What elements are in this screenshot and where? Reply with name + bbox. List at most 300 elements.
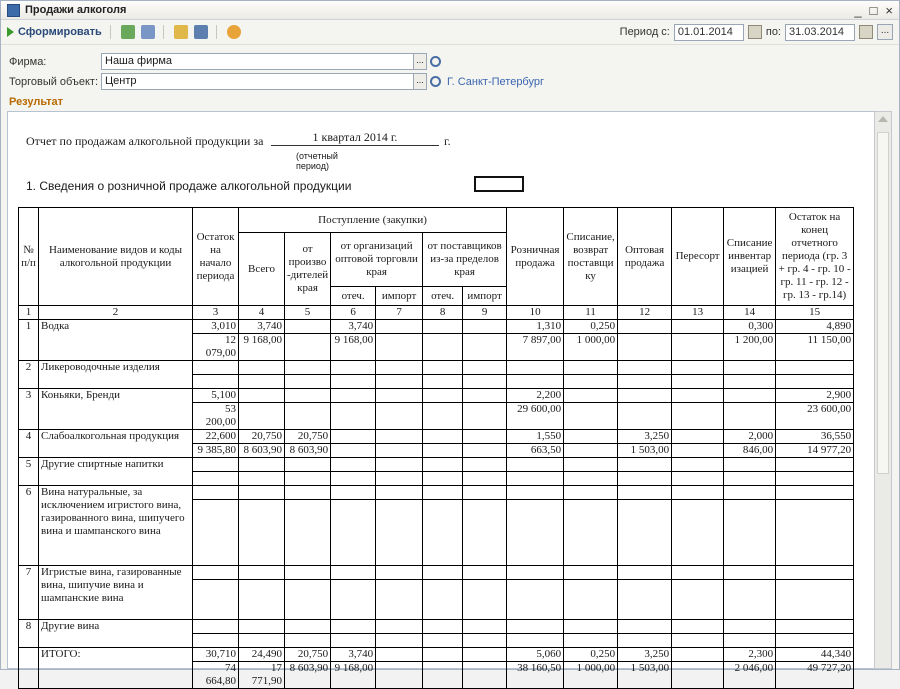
header-wholesale: от организаций оптовой торговли края — [331, 233, 423, 287]
quantity-cell — [423, 320, 463, 334]
header-imp: импорт — [376, 287, 423, 306]
quantity-cell — [776, 486, 854, 500]
product-name: Другие спиртные напитки — [39, 458, 193, 486]
amount-cell — [463, 472, 507, 486]
period-group — [620, 24, 893, 41]
amount-cell — [724, 634, 776, 648]
row-number: 5 — [19, 458, 39, 486]
amount-cell: 1 000,00 — [564, 662, 618, 689]
amount-cell — [423, 634, 463, 648]
row-number: 8 — [19, 620, 39, 648]
quantity-cell — [618, 620, 672, 634]
quantity-cell — [376, 620, 423, 634]
quantity-cell — [331, 486, 376, 500]
column-number: 14 — [724, 306, 776, 320]
quantity-cell: 22,600 — [193, 430, 239, 444]
amount-cell — [507, 375, 564, 389]
quantity-cell: 2,000 — [724, 430, 776, 444]
amount-cell: 23 600,00 — [776, 403, 854, 430]
period-from-label: Период с: — [619, 26, 670, 38]
quantity-cell — [507, 361, 564, 375]
product-name: Коньяки, Бренди — [39, 389, 193, 430]
column-number: 12 — [618, 306, 672, 320]
report-heading-text: Отчет по продажам алкогольной продукции за — [26, 134, 264, 148]
quantity-cell — [507, 566, 564, 580]
amount-cell — [507, 500, 564, 566]
quantity-cell — [724, 566, 776, 580]
amount-cell — [423, 500, 463, 566]
amount-cell — [376, 662, 423, 689]
toolbar-separator — [216, 25, 217, 39]
amount-cell — [618, 472, 672, 486]
header-dom: отеч. — [331, 287, 376, 306]
amount-cell — [672, 662, 724, 689]
column-number-row — [19, 306, 854, 320]
quantity-cell: 4,890 — [776, 320, 854, 334]
row-number: 6 — [19, 486, 39, 566]
quantity-cell — [672, 430, 724, 444]
object-pick-button[interactable]: ... — [413, 73, 427, 90]
amount-cell — [672, 580, 724, 620]
quantity-cell: 2,300 — [724, 648, 776, 662]
report-period-caption: (отчетный период) — [296, 151, 338, 171]
amount-cell — [463, 375, 507, 389]
header-total: Всего — [239, 233, 285, 306]
amount-cell: 8 603,90 — [285, 444, 331, 458]
amount-cell — [564, 500, 618, 566]
row-number: 4 — [19, 430, 39, 458]
quantity-cell — [672, 648, 724, 662]
play-icon — [7, 27, 14, 37]
row-number: 7 — [19, 566, 39, 620]
quantity-cell — [507, 486, 564, 500]
product-name: Водка — [39, 320, 193, 361]
amount-cell — [618, 334, 672, 361]
quantity-cell — [672, 320, 724, 334]
amount-cell — [423, 375, 463, 389]
column-number: 7 — [376, 306, 423, 320]
amount-cell — [423, 444, 463, 458]
quantity-cell: 24,490 — [239, 648, 285, 662]
amount-cell — [618, 375, 672, 389]
quantity-cell: 5,100 — [193, 389, 239, 403]
amount-cell — [672, 634, 724, 648]
quantity-cell — [239, 458, 285, 472]
quantity-cell — [463, 620, 507, 634]
column-number: 5 — [285, 306, 331, 320]
quantity-cell — [564, 566, 618, 580]
amount-cell: 53 200,00 — [193, 403, 239, 430]
quantity-cell — [672, 361, 724, 375]
amount-cell — [376, 634, 423, 648]
calendar-icon[interactable] — [748, 25, 762, 39]
amount-cell — [564, 375, 618, 389]
amount-cell: 9 168,00 — [331, 334, 376, 361]
quantity-cell — [672, 486, 724, 500]
amount-cell — [239, 634, 285, 648]
table-row — [19, 458, 854, 472]
quantity-cell — [331, 566, 376, 580]
amount-cell — [376, 444, 423, 458]
amount-cell — [672, 403, 724, 430]
quantity-cell — [776, 458, 854, 472]
quantity-cell — [672, 566, 724, 580]
save-icon[interactable] — [194, 25, 208, 39]
quantity-cell: 0,250 — [564, 320, 618, 334]
quantity-cell — [507, 620, 564, 634]
quantity-cell — [376, 361, 423, 375]
amount-cell: 846,00 — [724, 444, 776, 458]
quantity-cell — [423, 361, 463, 375]
amount-cell — [423, 662, 463, 689]
maximize-button[interactable]: □ — [869, 2, 878, 18]
report-period-value: 1 квартал 2014 г. — [271, 130, 439, 146]
quantity-cell: 2,900 — [776, 389, 854, 403]
quantity-cell — [423, 648, 463, 662]
amount-cell: 7 897,00 — [507, 334, 564, 361]
quantity-cell — [463, 430, 507, 444]
firm-input[interactable]: Наша фирма — [101, 53, 414, 70]
quantity-cell — [463, 566, 507, 580]
object-city-link[interactable]: Г. Санкт-Петербург — [447, 75, 544, 88]
quantity-cell — [564, 361, 618, 375]
generate-label: Сформировать — [18, 26, 102, 38]
quantity-cell — [239, 566, 285, 580]
amount-cell — [239, 580, 285, 620]
amount-cell: 12 079,00 — [193, 334, 239, 361]
header-outside: от поставщиков из-за пределов края — [423, 233, 507, 287]
quantity-cell — [285, 389, 331, 403]
quantity-cell — [193, 486, 239, 500]
amount-cell — [463, 500, 507, 566]
amount-cell — [672, 375, 724, 389]
quantity-cell — [564, 430, 618, 444]
header-producers: от произво -дителей края — [285, 233, 331, 306]
scroll-up-icon[interactable] — [878, 116, 888, 122]
amount-cell — [724, 375, 776, 389]
quantity-cell — [423, 389, 463, 403]
quantity-cell — [376, 430, 423, 444]
amount-cell — [376, 375, 423, 389]
amount-cell — [776, 375, 854, 389]
amount-cell — [423, 472, 463, 486]
amount-cell — [239, 500, 285, 566]
quantity-cell: 0,250 — [564, 648, 618, 662]
amount-cell — [724, 500, 776, 566]
amount-cell — [463, 662, 507, 689]
quantity-cell — [618, 320, 672, 334]
amount-cell — [564, 580, 618, 620]
quantity-cell: 3,250 — [618, 648, 672, 662]
result-label: Результат — [9, 96, 64, 108]
quantity-cell — [376, 486, 423, 500]
quantity-cell — [463, 648, 507, 662]
table-row — [19, 620, 854, 634]
amount-cell — [672, 472, 724, 486]
amount-cell — [285, 403, 331, 430]
header-retail: Розничная продажа — [507, 208, 564, 306]
table-row — [19, 361, 854, 375]
amount-cell: 8 603,90 — [239, 444, 285, 458]
period-from-input[interactable]: 01.01.2014 — [674, 24, 744, 41]
quantity-cell — [564, 620, 618, 634]
amount-cell — [724, 403, 776, 430]
quantity-cell — [672, 620, 724, 634]
quantity-cell — [724, 458, 776, 472]
column-number: 4 — [239, 306, 285, 320]
row-number — [19, 648, 39, 689]
amount-cell — [564, 444, 618, 458]
header-resort: Пересорт — [672, 208, 724, 306]
quantity-cell — [618, 486, 672, 500]
generate-button[interactable] — [7, 26, 102, 38]
quantity-cell — [618, 389, 672, 403]
amount-cell — [463, 403, 507, 430]
quantity-cell: 0,300 — [724, 320, 776, 334]
amount-cell: 8 603,90 — [285, 662, 331, 689]
row-number: 2 — [19, 361, 39, 389]
quantity-cell — [331, 458, 376, 472]
quantity-cell — [285, 320, 331, 334]
quantity-cell — [423, 458, 463, 472]
quantity-cell — [331, 620, 376, 634]
product-name: Слабоалкогольная продукция — [39, 430, 193, 458]
quantity-cell: 1,310 — [507, 320, 564, 334]
quantity-cell — [331, 361, 376, 375]
amount-cell — [564, 634, 618, 648]
quantity-cell — [463, 486, 507, 500]
firm-pick-button[interactable]: ... — [413, 53, 427, 70]
quantity-cell — [507, 458, 564, 472]
help-icon[interactable] — [227, 25, 241, 39]
expand-icon[interactable] — [121, 25, 135, 39]
amount-cell — [331, 375, 376, 389]
amount-cell — [331, 472, 376, 486]
app-icon — [7, 4, 20, 17]
firm-row — [9, 53, 441, 70]
amount-cell — [331, 444, 376, 458]
amount-cell — [507, 472, 564, 486]
product-name: Ликероводочные изделия — [39, 361, 193, 389]
table-row — [19, 430, 854, 444]
open-folder-icon[interactable] — [174, 25, 188, 39]
header-num: № п/п — [19, 208, 39, 306]
object-label: Торговый объект: — [9, 75, 99, 88]
report-document — [7, 111, 875, 687]
quantity-cell — [564, 458, 618, 472]
quantity-cell — [376, 648, 423, 662]
amount-cell — [239, 375, 285, 389]
column-number: 9 — [463, 306, 507, 320]
quantity-cell — [193, 458, 239, 472]
amount-cell — [285, 580, 331, 620]
header-receipt: Поступление (закупки) — [239, 208, 507, 233]
quantity-cell — [193, 620, 239, 634]
amount-cell — [507, 580, 564, 620]
search-icon[interactable] — [430, 76, 441, 87]
quantity-cell: 5,060 — [507, 648, 564, 662]
amount-cell: 11 150,00 — [776, 334, 854, 361]
amount-cell — [376, 472, 423, 486]
amount-cell — [423, 580, 463, 620]
amount-cell: 2 046,00 — [724, 662, 776, 689]
vertical-scrollbar[interactable] — [874, 111, 892, 669]
amount-cell — [507, 634, 564, 648]
scroll-thumb[interactable] — [877, 132, 889, 474]
quantity-cell: 20,750 — [285, 430, 331, 444]
quantity-cell — [376, 458, 423, 472]
quantity-cell: 2,200 — [507, 389, 564, 403]
amount-cell — [776, 634, 854, 648]
quantity-cell: 36,550 — [776, 430, 854, 444]
quantity-cell — [285, 566, 331, 580]
section-title: 1. Сведения о розничной продаже алкогольной продукции — [26, 179, 352, 193]
amount-cell — [724, 580, 776, 620]
header-wholesale-sale: Оптовая продажа — [618, 208, 672, 306]
quantity-cell — [193, 566, 239, 580]
quantity-cell — [776, 361, 854, 375]
amount-cell — [331, 403, 376, 430]
column-number: 3 — [193, 306, 239, 320]
amount-cell — [285, 472, 331, 486]
amount-cell: 29 600,00 — [507, 403, 564, 430]
amount-cell — [331, 500, 376, 566]
quantity-cell — [564, 389, 618, 403]
amount-cell — [193, 634, 239, 648]
quantity-cell: 1,550 — [507, 430, 564, 444]
amount-cell — [672, 444, 724, 458]
amount-cell — [672, 334, 724, 361]
product-name: Игристые вина, газированные вина, шипучие вина и шампанские вина — [39, 566, 193, 620]
quantity-cell: 3,740 — [331, 320, 376, 334]
report-heading — [26, 130, 451, 171]
quantity-cell — [423, 566, 463, 580]
amount-cell — [463, 634, 507, 648]
quantity-cell: 3,740 — [331, 648, 376, 662]
object-input[interactable]: Центр — [101, 73, 414, 90]
amount-cell: 1 000,00 — [564, 334, 618, 361]
amount-cell — [463, 444, 507, 458]
quantity-cell — [285, 486, 331, 500]
amount-cell: 1 200,00 — [724, 334, 776, 361]
quantity-cell — [285, 620, 331, 634]
amount-cell — [423, 403, 463, 430]
amount-cell — [376, 500, 423, 566]
quantity-cell — [376, 566, 423, 580]
amount-cell — [239, 472, 285, 486]
table-row — [19, 648, 854, 662]
amount-cell — [463, 580, 507, 620]
amount-cell: 663,50 — [507, 444, 564, 458]
amount-cell — [285, 334, 331, 361]
amount-cell — [376, 403, 423, 430]
column-number: 11 — [564, 306, 618, 320]
quantity-cell — [239, 486, 285, 500]
header-imp: импорт — [463, 287, 507, 306]
quantity-cell — [724, 620, 776, 634]
quantity-cell — [239, 361, 285, 375]
product-name: Другие вина — [39, 620, 193, 648]
quantity-cell — [618, 458, 672, 472]
quantity-cell — [463, 361, 507, 375]
column-number: 10 — [507, 306, 564, 320]
firm-label: Фирма: — [9, 55, 47, 68]
amount-cell — [331, 634, 376, 648]
amount-cell — [724, 472, 776, 486]
quantity-cell: 20,750 — [239, 430, 285, 444]
quantity-cell: 44,340 — [776, 648, 854, 662]
header-writeoff-return: Списание, возврат поставщи ку — [564, 208, 618, 306]
quantity-cell — [423, 620, 463, 634]
amount-cell — [285, 634, 331, 648]
quantity-cell — [193, 361, 239, 375]
title-bar — [1, 1, 899, 20]
toolbar-separator — [110, 25, 111, 39]
period-select-button[interactable]: ... — [877, 24, 893, 40]
calendar-icon[interactable] — [859, 25, 873, 39]
quantity-cell — [331, 430, 376, 444]
amount-cell — [672, 500, 724, 566]
quantity-cell: 20,750 — [285, 648, 331, 662]
amount-cell: 74 664,80 — [193, 662, 239, 689]
amount-cell — [463, 334, 507, 361]
amount-cell — [776, 580, 854, 620]
amount-cell — [776, 500, 854, 566]
header-name: Наименование видов и коды алкогольной продукции — [39, 208, 193, 306]
period-to-input[interactable]: 31.03.2014 — [785, 24, 855, 41]
minimize-button[interactable]: _ — [854, 2, 862, 18]
amount-cell: 17 771,90 — [239, 662, 285, 689]
amount-cell — [193, 580, 239, 620]
amount-cell — [193, 375, 239, 389]
table-row — [19, 486, 854, 500]
window-title: Продажи алкоголя — [25, 4, 127, 16]
amount-cell — [564, 403, 618, 430]
amount-cell: 9 168,00 — [239, 334, 285, 361]
amount-cell: 1 503,00 — [618, 662, 672, 689]
collapse-icon[interactable] — [141, 25, 155, 39]
amount-cell — [618, 580, 672, 620]
quantity-cell — [724, 389, 776, 403]
quantity-cell — [672, 389, 724, 403]
empty-code-box — [474, 176, 524, 192]
quantity-cell: 3,010 — [193, 320, 239, 334]
quantity-cell — [331, 389, 376, 403]
column-number: 13 — [672, 306, 724, 320]
quantity-cell — [285, 458, 331, 472]
amount-cell — [331, 580, 376, 620]
quantity-cell — [672, 458, 724, 472]
quantity-cell — [423, 486, 463, 500]
close-button[interactable]: × — [885, 2, 893, 18]
column-number: 8 — [423, 306, 463, 320]
report-year-suffix: г. — [444, 134, 451, 148]
table-row — [19, 320, 854, 334]
amount-cell — [285, 500, 331, 566]
quantity-cell — [724, 486, 776, 500]
quantity-cell — [285, 361, 331, 375]
quantity-cell: 30,710 — [193, 648, 239, 662]
quantity-cell — [776, 620, 854, 634]
quantity-cell — [423, 430, 463, 444]
toolbar-separator — [163, 25, 164, 39]
quantity-cell — [376, 320, 423, 334]
amount-cell — [423, 334, 463, 361]
table-row — [19, 389, 854, 403]
amount-cell: 9 385,80 — [193, 444, 239, 458]
product-name: ИТОГО: — [39, 648, 193, 689]
search-icon[interactable] — [430, 56, 441, 67]
